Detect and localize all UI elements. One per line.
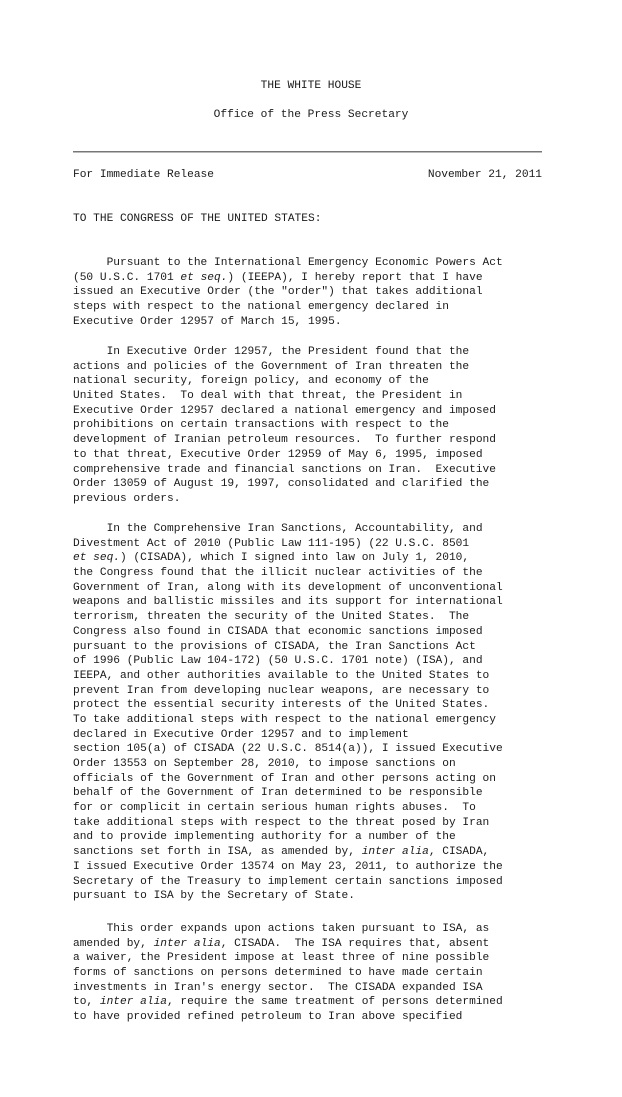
paragraph-line: terrorism, threaten the security of the United States. The <box>73 611 470 624</box>
paragraph-line: forms of sanctions on persons determined to have made certain <box>73 967 483 980</box>
paragraph-line: IEEPA, and other authorities available to the United States to <box>73 669 490 682</box>
paragraph-line: to that threat, Executive Order 12959 of May 6, 1995, imposed <box>73 448 483 461</box>
paragraph-line: take additional steps with respect to the threat posed by Iran <box>73 816 490 829</box>
release-date: November 21, 2011 <box>427 169 542 181</box>
paragraph-line: Order 13059 of August 19, 1997, consolidated and clarified the <box>73 478 490 491</box>
paragraph-line: To take additional steps with respect to the national emergency <box>73 713 496 726</box>
paragraph-line: Divestment Act of 2010 (Public Law 111-195) (22 U.S.C. 8501 <box>73 537 470 550</box>
paragraph-1 <box>73 256 553 329</box>
paragraph-line: steps with respect to the national emergency declared in <box>73 301 449 314</box>
paragraph-line: national security, foreign policy, and economy of the <box>73 375 429 388</box>
paragraph-line: Government of Iran, along with its development of unconventional <box>73 581 503 594</box>
paragraph-line: section 105(a) of CISADA (22 U.S.C. 8514(a)), I issued Executive <box>73 743 503 756</box>
page-title: THE WHITE HOUSE <box>260 80 362 92</box>
paragraph-line: and to provide implementing authority for a number of the <box>73 831 456 844</box>
paragraph-line: I issued Executive Order 13574 on May 23, 2011, to authorize the <box>73 860 503 873</box>
paragraph-line: to have provided refined petroleum to Iran above specified <box>73 1011 463 1024</box>
paragraph-line: of 1996 (Public Law 104-172) (50 U.S.C. 1701 note) (ISA), and <box>73 655 483 668</box>
release-label: For Immediate Release <box>73 169 214 181</box>
paragraph-line: investments in Iran's energy sector. The CISADA expanded ISA <box>73 981 483 994</box>
paragraph-line: Order 13553 on September 28, 2010, to impose sanctions on <box>73 758 456 770</box>
paragraph-3 <box>73 522 553 904</box>
paragraph-line: In the Comprehensive Iran Sanctions, Accountability, and <box>73 523 483 535</box>
paragraph-line: et seq.) (CISADA), which I signed into law on July 1, 2010, <box>73 552 470 565</box>
paragraph-line: declared in Executive Order 12957 and to implement <box>73 728 409 741</box>
paragraph-line: amended by, inter alia, CISADA. The ISA requires that, absent <box>73 937 490 950</box>
paragraph-line: prohibitions on certain transactions with respect to the <box>73 419 449 432</box>
paragraph-line: pursuant to ISA by the Secretary of State. <box>73 890 355 903</box>
paragraph-4 <box>73 922 553 1025</box>
paragraph-line: Executive Order 12957 declared a national emergency and imposed <box>73 404 496 417</box>
paragraph-line: protect the essential security interests of the United States. <box>73 699 490 712</box>
paragraph-line: Congress also found in CISADA that economic sanctions imposed <box>73 625 483 638</box>
paragraph-line: issued an Executive Order (the "order") that takes additional <box>73 286 483 299</box>
paragraph-line: to, inter alia, require the same treatment of persons determined <box>73 996 503 1009</box>
paragraph-line: prevent Iran from developing nuclear weapons, are necessary to <box>73 684 490 697</box>
office-name: Office of the Press Secretary <box>213 109 409 121</box>
paragraph-line: This order expands upon actions taken pursuant to ISA, as <box>73 923 490 935</box>
paragraph-line: pursuant to the provisions of CISADA, the Iran Sanctions Act <box>73 640 476 653</box>
paragraph-line: (50 U.S.C. 1701 et seq.) (IEEPA), I hereby report that I have <box>73 271 483 284</box>
header-divider <box>73 151 542 153</box>
paragraph-line: behalf of the Government of Iran determined to be responsible <box>73 787 483 800</box>
paragraph-line: United States. To deal with that threat, the President in <box>73 390 463 403</box>
paragraph-line: a waiver, the President impose at least three of nine possible <box>73 952 490 965</box>
paragraph-line: the Congress found that the illicit nuclear activities of the <box>73 567 483 580</box>
paragraph-line: for or complicit in certain serious human rights abuses. To <box>73 802 476 815</box>
salutation: TO THE CONGRESS OF THE UNITED STATES: <box>73 213 322 225</box>
paragraph-line: weapons and ballistic missiles and its support for international <box>73 596 503 609</box>
paragraph-line: comprehensive trade and financial sanctions on Iran. Executive <box>73 463 496 476</box>
paragraph-line: Secretary of the Treasury to implement certain sanctions imposed <box>73 875 503 888</box>
paragraph-line: officials of the Government of Iran and other persons acting on <box>73 772 496 785</box>
paragraph-line: Pursuant to the International Emergency Economic Powers Act <box>73 257 503 269</box>
paragraph-line: previous orders. <box>73 492 181 505</box>
paragraph-line: Executive Order 12957 of March 15, 1995. <box>73 315 342 328</box>
paragraph-line: development of Iranian petroleum resources. To further respond <box>73 434 496 447</box>
paragraph-line: actions and policies of the Government of Iran threaten the <box>73 360 470 373</box>
paragraph-2 <box>73 345 553 507</box>
paragraph-line: sanctions set forth in ISA, as amended by, inter alia, CISADA, <box>73 846 490 859</box>
paragraph-line: In Executive Order 12957, the President found that the <box>73 346 470 358</box>
